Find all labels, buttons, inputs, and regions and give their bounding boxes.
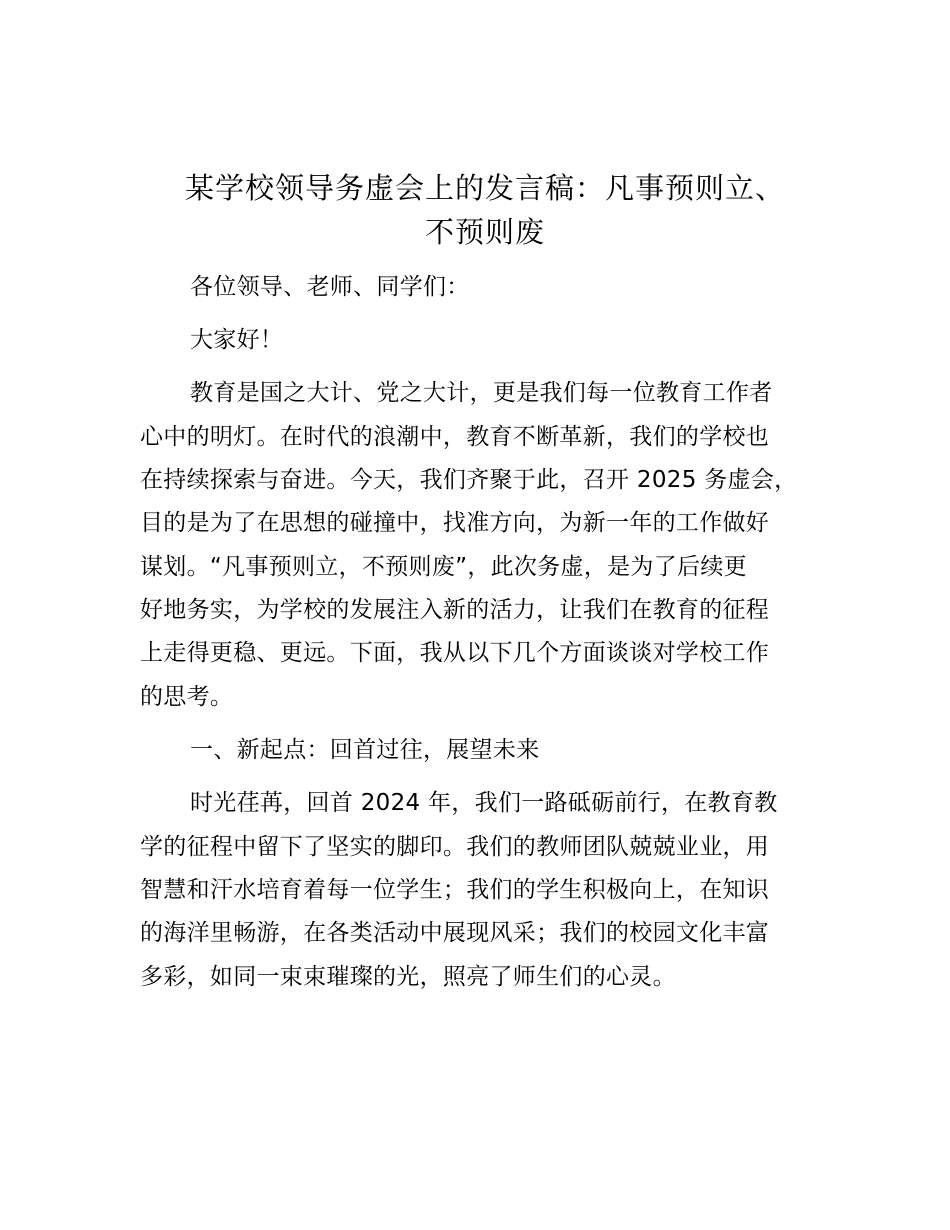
- paragraph-2-line-4: 的海洋里畅游，在各类活动中展现风采；我们的校园文化丰富: [140, 920, 770, 946]
- paragraph-2-line-3: 智慧和汗水培育着每一位学生；我们的学生积极向上，在知识: [140, 877, 770, 903]
- paragraph-1-line-8: 的思考。: [140, 684, 234, 710]
- paragraph-1-line-2: 心中的明灯。在时代的浪潮中，教育不断革新，我们的学校也: [140, 424, 770, 450]
- document-title-line-2: 不预则废: [424, 215, 545, 249]
- paragraph-2-line-5: 多彩，如同一束束璀璨的光，照亮了师生们的心灵。: [140, 964, 676, 990]
- paragraph-1-line-4: 目的是为了在思想的碰撞中，找准方向，为新一年的工作做好: [140, 510, 770, 536]
- section-1-heading: 一、新起点：回首过往，展望未来: [190, 737, 540, 763]
- paragraph-2-line-1: 时光荏苒，回首 2024 年，我们一路砥砺前行，在教育教: [190, 790, 778, 816]
- greeting: 大家好！: [190, 327, 284, 353]
- paragraph-1-line-6: 好地务实，为学校的发展注入新的活力，让我们在教育的征程: [140, 597, 770, 623]
- paragraph-1-line-5: 谋划。“凡事预则立，不预则废”，此次务虚，是为了后续更: [140, 554, 747, 580]
- paragraph-2-line-2: 学的征程中留下了坚实的脚印。我们的教师团队兢兢业业，用: [140, 834, 770, 860]
- salutation: 各位领导、老师、同学们：: [190, 274, 470, 300]
- document-title-line-1: 某学校领导务虚会上的发言稿：凡事预则立、: [184, 171, 785, 205]
- paragraph-1-line-1: 教育是国之大计、党之大计，更是我们每一位教育工作者: [190, 380, 773, 406]
- paragraph-1-line-7: 上走得更稳、更远。下面，我从以下几个方面谈谈对学校工作: [140, 640, 770, 666]
- paragraph-1-line-3: 在持续探索与奋进。今天，我们齐聚于此，召开 2025 务虚会，: [140, 467, 798, 493]
